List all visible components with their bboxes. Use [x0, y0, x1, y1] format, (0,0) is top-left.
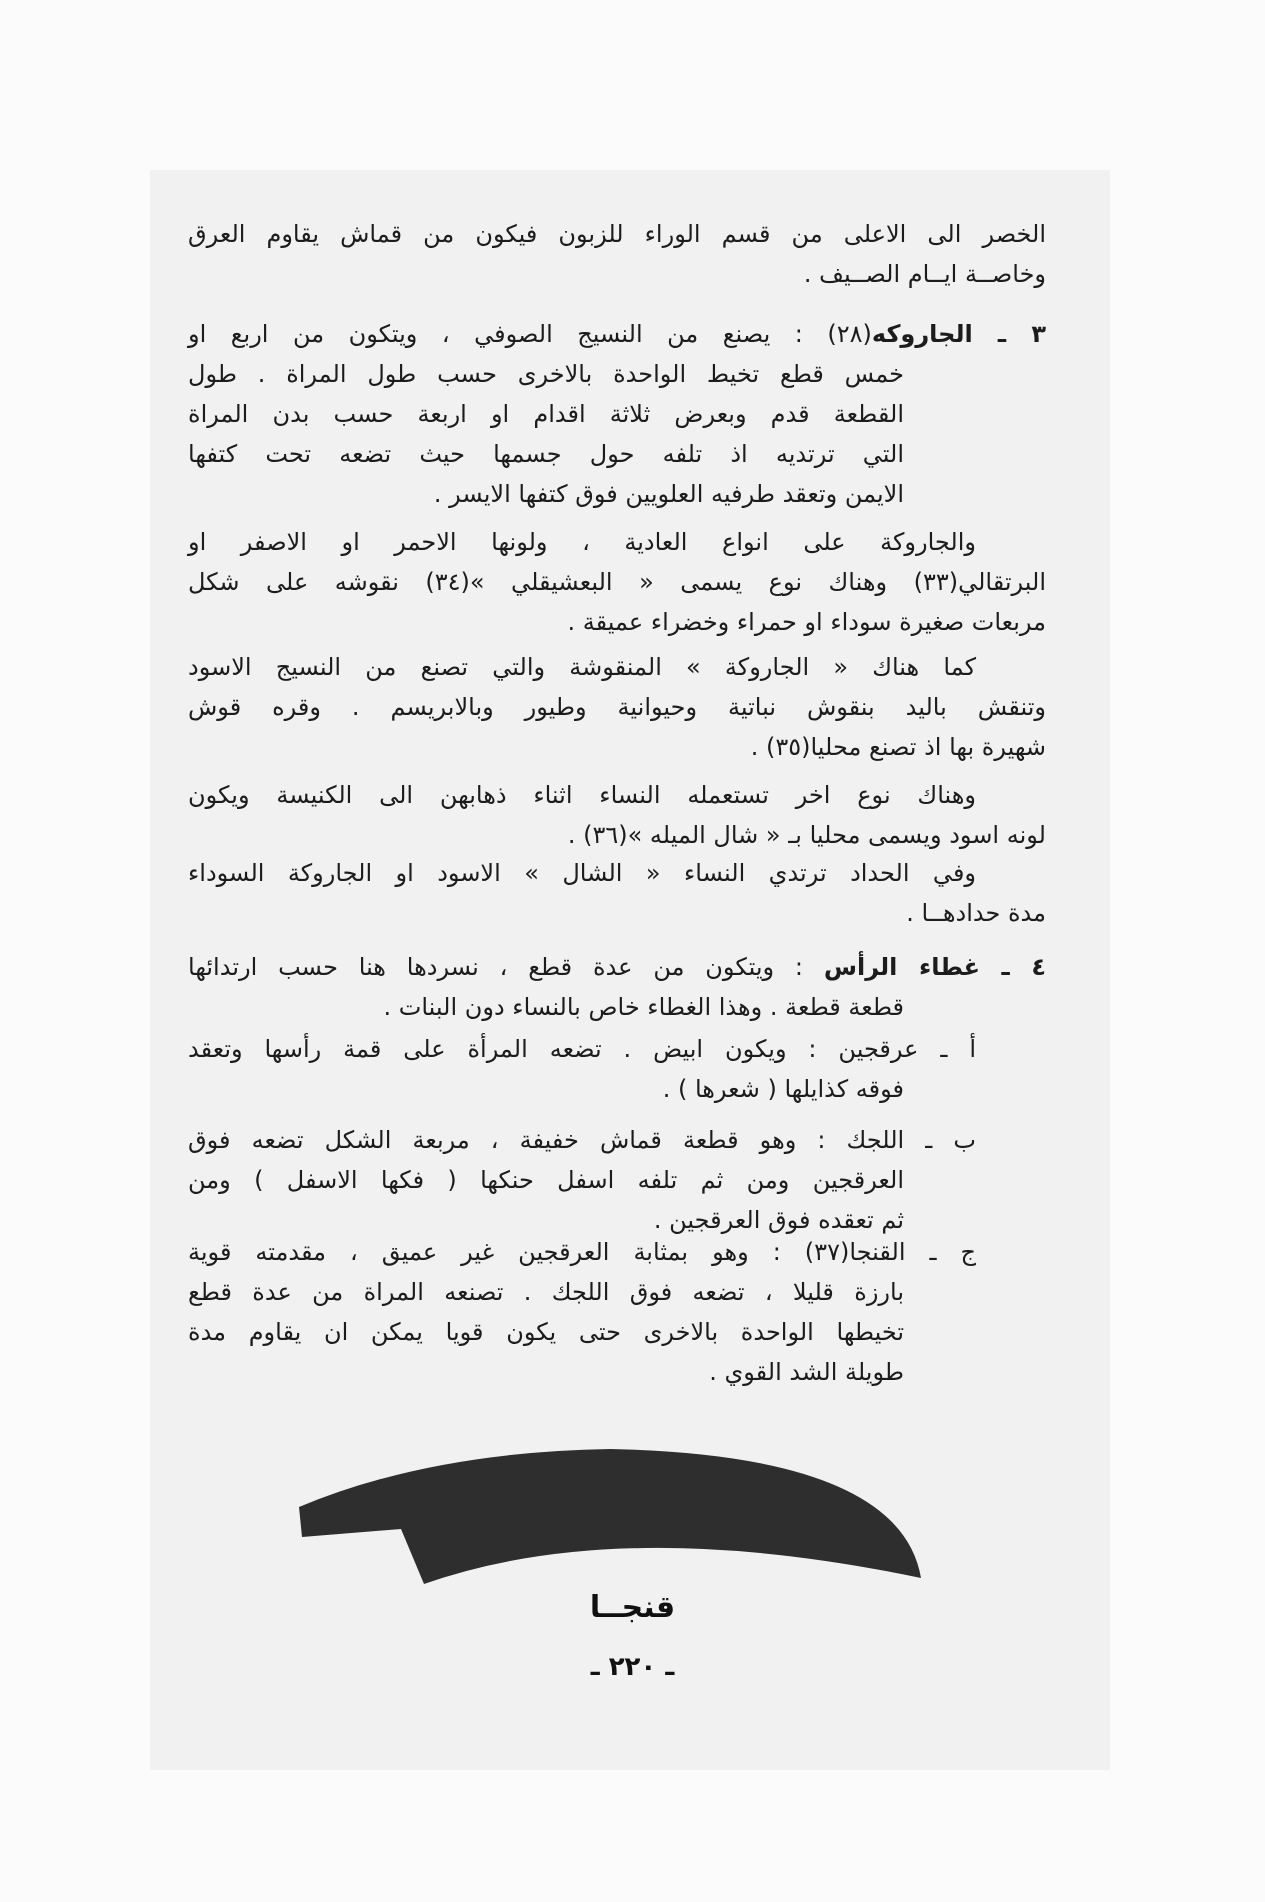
text-line: قطعة قطعة . وهذا الغطاء خاص بالنساء دون البنات . — [383, 993, 904, 1021]
text-line: وخاصــة ايــام الصــيف . — [803, 260, 1046, 288]
text-line: فوقه كذايلها ( شعرها ) . — [662, 1075, 904, 1103]
text-line: والجاروكة على انواع العادية ، ولونها الاحمر او الاصفر او — [188, 528, 976, 556]
text-line: أ ـ عرقجين : ويكون ابيض . تضعه المرأة على قمة رأسها وتعقد — [188, 1035, 976, 1063]
text-run: : ويتكون من عدة قطع ، نسردها هنا حسب ارتدائها — [188, 953, 824, 981]
item-heading: ٤ ـ غطاء الرأس — [823, 953, 1046, 981]
text-line: مربعات صغيرة سوداء او حمراء وخضراء عميقة . — [567, 608, 1046, 636]
text-run: (٢٨) : يصنع من النسيج الصوفي ، ويتكون من اربع او — [188, 320, 872, 348]
text-line: التي ترتديه اذ تلفه حول جسمها حيث تضعه تحت كتفها — [188, 440, 904, 468]
text-line: وهناك نوع اخر تستعمله النساء اثناء ذهابهن الى الكنيسة ويكون — [188, 781, 976, 809]
text-line: ج ـ القنجا(٣٧) : وهو بمثابة العرقجين غير عميق ، مقدمته قوية — [188, 1238, 976, 1266]
text-line: الايمن وتعقد طرفيه العلويين فوق كتفها الايسر . — [433, 480, 904, 508]
text-line: طويلة الشد القوي . — [709, 1358, 904, 1386]
text-line: شهيرة بها اذ تصنع محليا(٣٥) . — [750, 733, 1046, 761]
text-line: وتنقش باليد بنقوش نباتية وحيوانية وطيور وبالابريسم . وقره قوش — [188, 693, 1046, 721]
text-line: العرقجين ومن ثم تلفه اسفل حنكها ( فكها الاسفل ) ومن — [188, 1166, 904, 1194]
text-line: لونه اسود ويسمى محليا بـ « شال الميله »(٣٦) . — [567, 821, 1046, 849]
text-line: مدة حدادهــا . — [906, 899, 1046, 927]
text-line: تخيطها الواحدة بالاخرى حتى يكون قويا يمكن ان يقاوم مدة — [188, 1318, 904, 1346]
text-line: بارزة قليلا ، تضعه فوق اللجك . تصنعه المراة من عدة قطع — [188, 1278, 904, 1306]
text-line: البرتقالي(٣٣) وهناك نوع يسمى « البعشيقلي »(٣٤) نقوشه على شكل — [188, 568, 1046, 596]
text-line: وفي الحداد ترتدي النساء « الشال » الاسود او الجاروكة السوداء — [188, 859, 976, 887]
qanja-shape — [299, 1449, 921, 1584]
text-line: القطعة قدم وبعرض ثلاثة اقدام او اربعة حسب بدن المراة — [188, 400, 904, 428]
text-line: ثم تعقده فوق العرقجين . — [653, 1206, 904, 1234]
figure-caption: قنجــا — [589, 1590, 676, 1625]
page-number: ـ ٢٢٠ ـ — [590, 1652, 675, 1682]
text-line: الخصر الى الاعلى من قسم الوراء للزبون فيكون من قماش يقاوم العرق — [188, 220, 1046, 248]
text-line: كما هناك « الجاروكة » المنقوشة والتي تصنع من النسيج الاسود — [188, 653, 976, 681]
text-line: ب ـ اللجك : وهو قطعة قماش خفيفة ، مربعة الشكل تضعه فوق — [188, 1126, 976, 1154]
text-line: خمس قطع تخيط الواحدة بالاخرى حسب طول المراة . طول — [188, 360, 904, 388]
item-heading: ٣ ـ الجاروكه — [871, 320, 1046, 348]
